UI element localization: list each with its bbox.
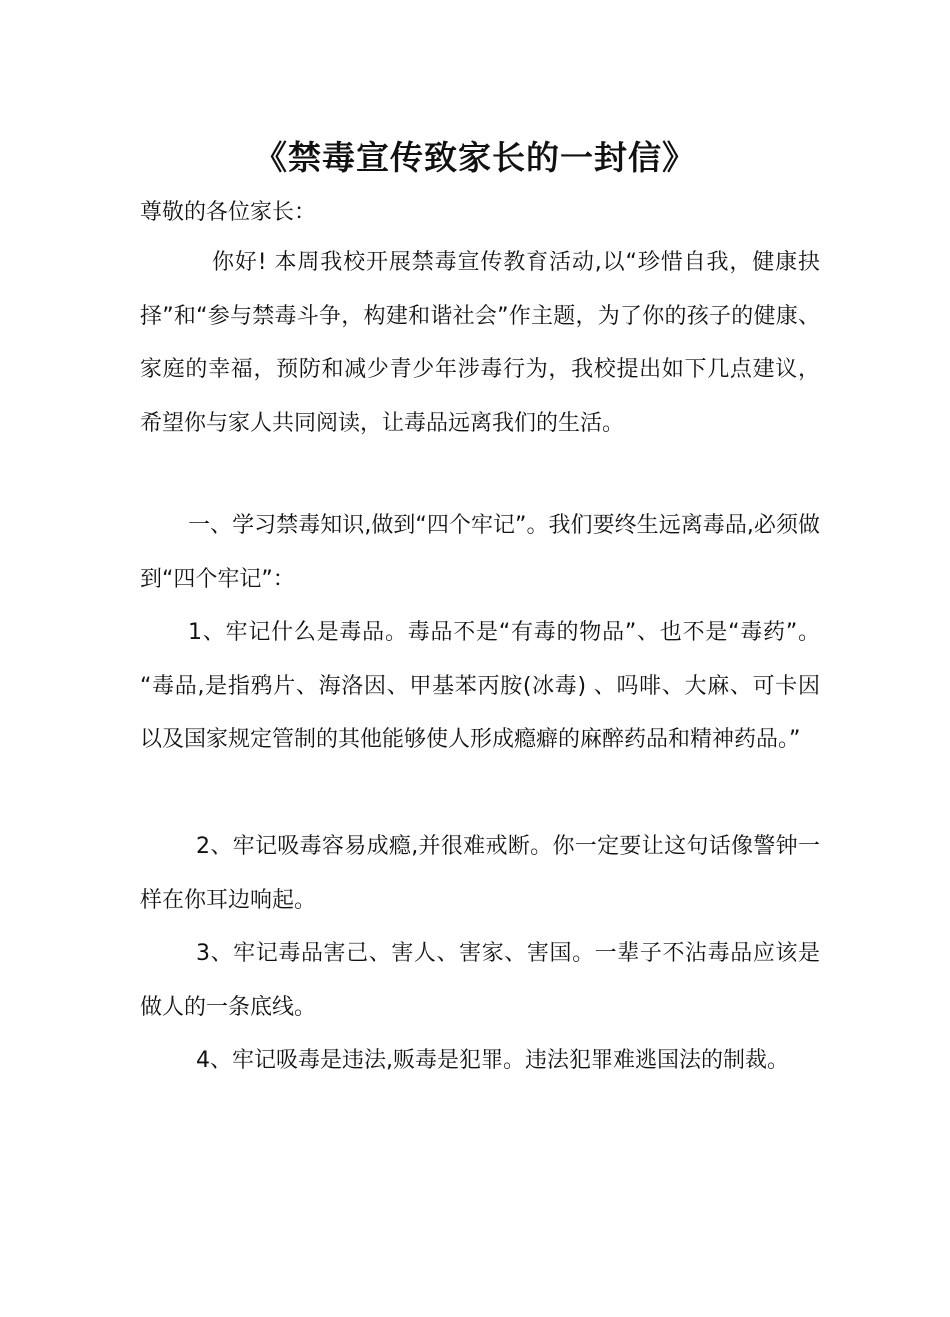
document-title: 《禁毒宣传致家长的一封信》 <box>254 138 696 177</box>
paragraph-item-4: 4、牢记吸毒是违法,贩毒是犯罪。违法犯罪难逃国法的制裁。 <box>196 1048 789 1073</box>
paragraph-item-1: 1、牢记什么是毒品。毒品不是“有毒的物品”、也不是“毒药”。 “毒品,是指鸦片、海洛因、甲基苯丙胺(冰毒) 、吗啡、大麻、可卡因以及国家规定管制的其他能够使人形成瘾癖的麻醉药品和精神药品。” <box>140 620 820 752</box>
paragraph-section-one: 一、学习禁毒知识,做到“四个牢记”。我们要终生远离毒品,必须做到“四个牢记”： <box>140 513 820 592</box>
paragraph-intro: 你好! 本周我校开展禁毒宣传教育活动,以“珍惜自我，健康抉择”和“参与禁毒斗争，构建和谐社会”作主题，为了你的孩子的健康、家庭的幸福，预防和减少青少年涉毒行为，我校提出如下几点建议，希望你与家人共同阅读，让毒品远离我们的生活。 <box>140 250 820 436</box>
paragraph-item-2: 2、牢记吸毒容易成瘾,并很难戒断。你一定要让这句话像警钟一样在你耳边响起。 <box>140 834 820 913</box>
greeting: 尊敬的各位家长： <box>140 200 317 225</box>
paragraph-item-3: 3、牢记毒品害己、害人、害家、害国。一辈子不沾毒品应该是做人的一条底线。 <box>140 941 820 1020</box>
